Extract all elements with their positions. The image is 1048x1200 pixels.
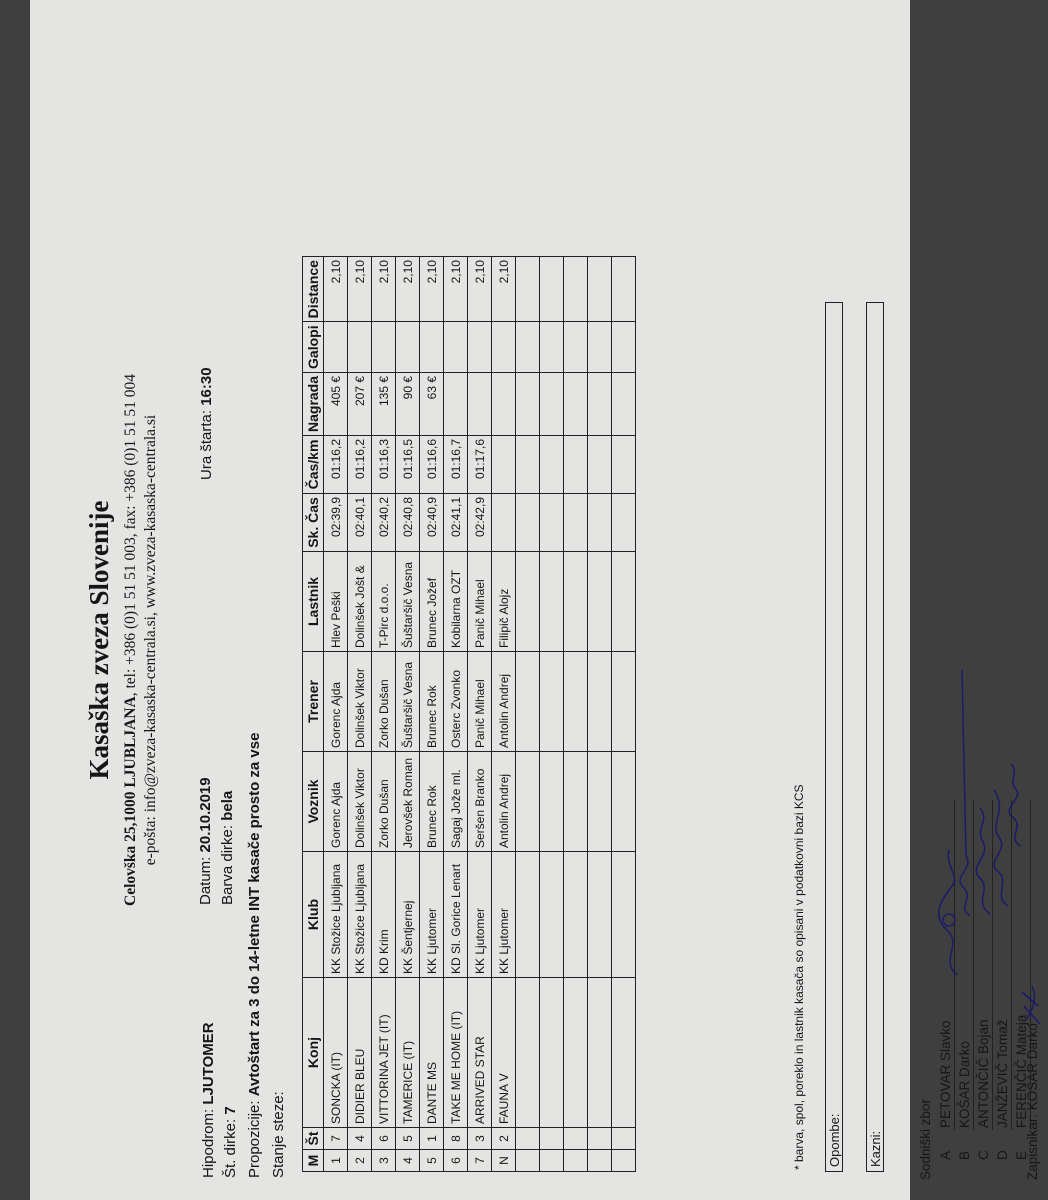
table-cell: 8 — [444, 1128, 468, 1150]
table-cell — [540, 978, 564, 1128]
table-cell: 405 € — [324, 372, 348, 435]
table-cell — [588, 494, 612, 552]
table-cell: 4 — [348, 1128, 372, 1150]
table-cell — [564, 752, 588, 852]
column-header: Trener — [303, 652, 324, 752]
table-cell: Brunec Jožef — [420, 552, 444, 652]
table-cell: DIDIER BLEU — [348, 978, 372, 1128]
table-cell — [564, 552, 588, 652]
table-cell — [516, 436, 540, 494]
propozicije: Propozicije: Avtoštart za 3 do 14-letne INT kasače prosto za vse — [246, 732, 263, 1178]
table-cell: Panič Mihael — [468, 652, 492, 752]
federation-address: Celovška 25,1000 LJUBLJANA, tel: +386 (0)1 51 51 003, fax: +386 (0)1 51 51 004 — [122, 374, 139, 906]
column-header: Voznik — [303, 752, 324, 852]
judge-name: FERENČIČ Mateja — [1014, 1014, 1029, 1128]
signature-e — [1001, 760, 1031, 850]
hipodrom: Hipodrom: LJUTOMER — [200, 1022, 217, 1178]
table-cell: 01:17,6 — [468, 436, 492, 494]
table-cell: 63 € — [420, 372, 444, 435]
table-cell — [516, 852, 540, 978]
table-cell — [396, 322, 420, 373]
table-cell: 2,10 — [324, 257, 348, 322]
signature-writer — [1018, 970, 1048, 1030]
table-cell — [564, 1150, 588, 1172]
table-cell: 3 — [372, 1150, 396, 1172]
table-cell — [612, 257, 636, 322]
table-cell: Panič Mihael — [468, 552, 492, 652]
table-cell: 2,10 — [372, 257, 396, 322]
table-cell: DANTE MS — [420, 978, 444, 1128]
table-cell: Antolin Andrej — [492, 752, 516, 852]
table-cell — [540, 1150, 564, 1172]
judge-name: ANTONČIČ Bojan — [976, 1019, 991, 1128]
results-table — [302, 256, 636, 1172]
table-cell — [588, 552, 612, 652]
table-cell: 6 — [372, 1128, 396, 1150]
empty-table-row — [540, 257, 564, 1172]
table-cell — [564, 1128, 588, 1150]
empty-table-row — [516, 257, 540, 1172]
footnote: * barva, spol, poreklo in lastnik kasača so opisani v podatkovni bazi KCS — [792, 784, 806, 1170]
column-header: Lastnik — [303, 552, 324, 652]
table-cell: 6 — [444, 1150, 468, 1172]
table-cell — [564, 852, 588, 978]
table-cell: Kobilarna OZT — [444, 552, 468, 652]
judge-letter: E — [1014, 1150, 1029, 1160]
table-cell: KK Ljutomer — [492, 852, 516, 978]
table-cell — [444, 322, 468, 373]
table-cell: 2,10 — [348, 257, 372, 322]
table-cell — [516, 652, 540, 752]
table-cell — [444, 372, 468, 435]
opombe-box — [825, 302, 843, 1172]
table-cell: 2,10 — [420, 257, 444, 322]
table-row — [492, 257, 516, 1172]
table-cell — [516, 1150, 540, 1172]
table-cell — [588, 1150, 612, 1172]
table-cell: 02:42,9 — [468, 494, 492, 552]
table-cell — [492, 322, 516, 373]
empty-table-row — [564, 257, 588, 1172]
table-cell — [492, 436, 516, 494]
table-cell: Brunec Rok — [420, 652, 444, 752]
table-cell: 01:16,6 — [420, 436, 444, 494]
column-header: Distance — [303, 257, 324, 322]
judge-letter: C — [976, 1150, 991, 1160]
st-dirke: Št. dirke: 7 — [222, 1106, 239, 1178]
table-cell — [516, 752, 540, 852]
table-cell — [516, 322, 540, 373]
table-cell: 2,10 — [468, 257, 492, 322]
table-cell: TAKE ME HOME (IT) — [444, 978, 468, 1128]
table-row — [396, 257, 420, 1172]
federation-title: Kasaška zveza Slovenije — [84, 500, 114, 780]
table-cell — [372, 322, 396, 373]
table-cell: 135 € — [372, 372, 396, 435]
table-cell — [540, 372, 564, 435]
table-cell: VITTORINA JET (IT) — [372, 978, 396, 1128]
table-cell: 207 € — [348, 372, 372, 435]
table-cell: Osterc Zvonko — [444, 652, 468, 752]
empty-table-row — [612, 257, 636, 1172]
table-cell: 02:40,1 — [348, 494, 372, 552]
table-cell: KD Krim — [372, 852, 396, 978]
table-cell: Dolinšek Viktor — [348, 752, 372, 852]
table-cell: 02:39,9 — [324, 494, 348, 552]
table-cell — [516, 494, 540, 552]
table-cell: 90 € — [396, 372, 420, 435]
table-cell — [588, 372, 612, 435]
table-cell — [540, 552, 564, 652]
table-cell: Dolinšek Jošt & — [348, 552, 372, 652]
table-cell: 2 — [492, 1128, 516, 1150]
table-cell — [540, 494, 564, 552]
table-cell: Šuštaršič Vesna — [396, 652, 420, 752]
column-header: Št — [303, 1128, 324, 1150]
table-cell — [564, 372, 588, 435]
table-cell: Šuštaršič Vesna — [396, 552, 420, 652]
opombe-label: Opombe: — [827, 1113, 842, 1167]
table-cell: 7 — [324, 1128, 348, 1150]
barva-dirke: Barva dirke: bela — [219, 790, 236, 905]
table-cell: FAUNA V — [492, 978, 516, 1128]
table-cell: Brunec Rok — [420, 752, 444, 852]
table-cell: Seršen Branko — [468, 752, 492, 852]
table-cell — [492, 372, 516, 435]
table-cell: Hlev Peški — [324, 552, 348, 652]
table-cell: Gorenc Ajda — [324, 652, 348, 752]
table-cell — [612, 652, 636, 752]
table-cell — [564, 494, 588, 552]
table-cell — [516, 1128, 540, 1150]
table-cell: Dolinšek Viktor — [348, 652, 372, 752]
judge-letter: A — [938, 1150, 953, 1160]
table-cell — [612, 752, 636, 852]
table-cell: 4 — [396, 1150, 420, 1172]
table-cell: 2,10 — [444, 257, 468, 322]
column-header: Čas/km — [303, 436, 324, 494]
table-cell: 1 — [420, 1128, 444, 1150]
table-cell: N — [492, 1150, 516, 1172]
column-header: Galopi — [303, 322, 324, 373]
table-cell — [348, 322, 372, 373]
table-cell — [612, 494, 636, 552]
datum: Datum: 20.10.2019 — [197, 777, 214, 905]
writer: Zapisnikar: KOŠAR Darko — [1025, 1023, 1040, 1180]
table-cell: 2,10 — [492, 257, 516, 322]
judge-name: JANŽEVIČ Tomaž — [995, 1019, 1010, 1128]
table-cell — [612, 852, 636, 978]
table-cell — [516, 372, 540, 435]
ura-starta: Ura štarta: 16:30 — [198, 367, 215, 480]
table-cell — [564, 652, 588, 752]
column-header: Konj — [303, 978, 324, 1128]
table-cell: KK Ljutomer — [468, 852, 492, 978]
table-cell — [540, 257, 564, 322]
table-cell: 01:16,5 — [396, 436, 420, 494]
federation-contact: e-pošta: info@zveza-kasaska-centrala.si, www.zveza-kasaska-centrala.si — [142, 414, 159, 866]
judge-name: PETOVAR Slavko — [938, 1020, 953, 1128]
table-cell: 02:40,2 — [372, 494, 396, 552]
judges-title: Sodniški zbor — [918, 1098, 933, 1180]
table-cell: 01:16,3 — [372, 436, 396, 494]
table-cell — [564, 978, 588, 1128]
table-cell — [516, 257, 540, 322]
column-header: Klub — [303, 852, 324, 978]
table-cell: 2 — [348, 1150, 372, 1172]
table-cell — [540, 652, 564, 752]
table-cell — [564, 322, 588, 373]
table-cell — [420, 322, 444, 373]
table-row — [324, 257, 348, 1172]
table-cell — [612, 322, 636, 373]
table-cell — [516, 978, 540, 1128]
table-cell: 2,10 — [396, 257, 420, 322]
table-cell — [612, 978, 636, 1128]
table-cell: Sagaj Jože ml. — [444, 752, 468, 852]
table-cell — [588, 257, 612, 322]
column-header: M — [303, 1150, 324, 1172]
table-row — [348, 257, 372, 1172]
table-cell: 02:40,9 — [420, 494, 444, 552]
table-row — [468, 257, 492, 1172]
table-cell — [324, 322, 348, 373]
table-cell: 01:16,2 — [324, 436, 348, 494]
table-cell — [588, 852, 612, 978]
table-cell — [612, 436, 636, 494]
table-cell — [564, 436, 588, 494]
table-cell — [588, 1128, 612, 1150]
race-report-page — [80, 100, 1040, 1180]
table-cell: 02:41,1 — [444, 494, 468, 552]
table-cell: KD Sl. Gorice Lenart — [444, 852, 468, 978]
table-cell: Zorko Dušan — [372, 652, 396, 752]
table-cell — [468, 372, 492, 435]
table-cell: TAMERICE (IT) — [396, 978, 420, 1128]
table-row — [444, 257, 468, 1172]
table-cell — [588, 652, 612, 752]
table-cell: 01:16,7 — [444, 436, 468, 494]
table-cell: 5 — [396, 1128, 420, 1150]
table-cell: SONCKA (IT) — [324, 978, 348, 1128]
table-cell: 01:16,2 — [348, 436, 372, 494]
table-cell: Zorko Dušan — [372, 752, 396, 852]
table-cell: Antolin Andrej — [492, 652, 516, 752]
column-header: Sk. Čas — [303, 494, 324, 552]
table-cell — [540, 1128, 564, 1150]
paper-sheet — [30, 0, 1040, 1200]
kazni-box — [866, 302, 884, 1172]
table-cell — [612, 552, 636, 652]
table-cell: 1 — [324, 1150, 348, 1172]
kazni-label: Kazni: — [868, 1130, 883, 1167]
table-cell: 7 — [468, 1150, 492, 1172]
table-cell — [540, 852, 564, 978]
judge-name: KOŠAR Darko — [957, 1040, 972, 1128]
table-cell — [612, 1128, 636, 1150]
table-cell — [540, 436, 564, 494]
table-cell: Jerovšek Roman — [396, 752, 420, 852]
table-cell — [516, 552, 540, 652]
table-cell — [540, 752, 564, 852]
table-cell — [468, 322, 492, 373]
table-row — [372, 257, 396, 1172]
table-cell: 3 — [468, 1128, 492, 1150]
table-cell — [612, 372, 636, 435]
table-cell — [612, 1150, 636, 1172]
stanje-steze: Stanje steze: — [270, 1091, 287, 1178]
judge-letter: D — [995, 1150, 1010, 1160]
table-cell: 02:40,8 — [396, 494, 420, 552]
table-cell — [588, 322, 612, 373]
table-cell: KK Stožice Ljubljana — [348, 852, 372, 978]
table-cell: KK Ljutomer — [420, 852, 444, 978]
table-cell: KK Stožice Ljubljana — [324, 852, 348, 978]
table-cell — [588, 752, 612, 852]
table-cell: Filipič Alojz — [492, 552, 516, 652]
table-cell — [588, 978, 612, 1128]
empty-table-row — [588, 257, 612, 1172]
table-cell — [540, 322, 564, 373]
table-row — [420, 257, 444, 1172]
table-cell — [564, 257, 588, 322]
table-cell — [492, 494, 516, 552]
table-cell: 5 — [420, 1150, 444, 1172]
table-cell — [588, 436, 612, 494]
table-cell: ARRIVED STAR — [468, 978, 492, 1128]
table-cell: KK Šentjernej — [396, 852, 420, 978]
table-cell: T-Pirc d.o.o. — [372, 552, 396, 652]
judge-letter: B — [957, 1150, 972, 1160]
table-cell: Gorenc Ajda — [324, 752, 348, 852]
column-header: Nagrada — [303, 372, 324, 435]
